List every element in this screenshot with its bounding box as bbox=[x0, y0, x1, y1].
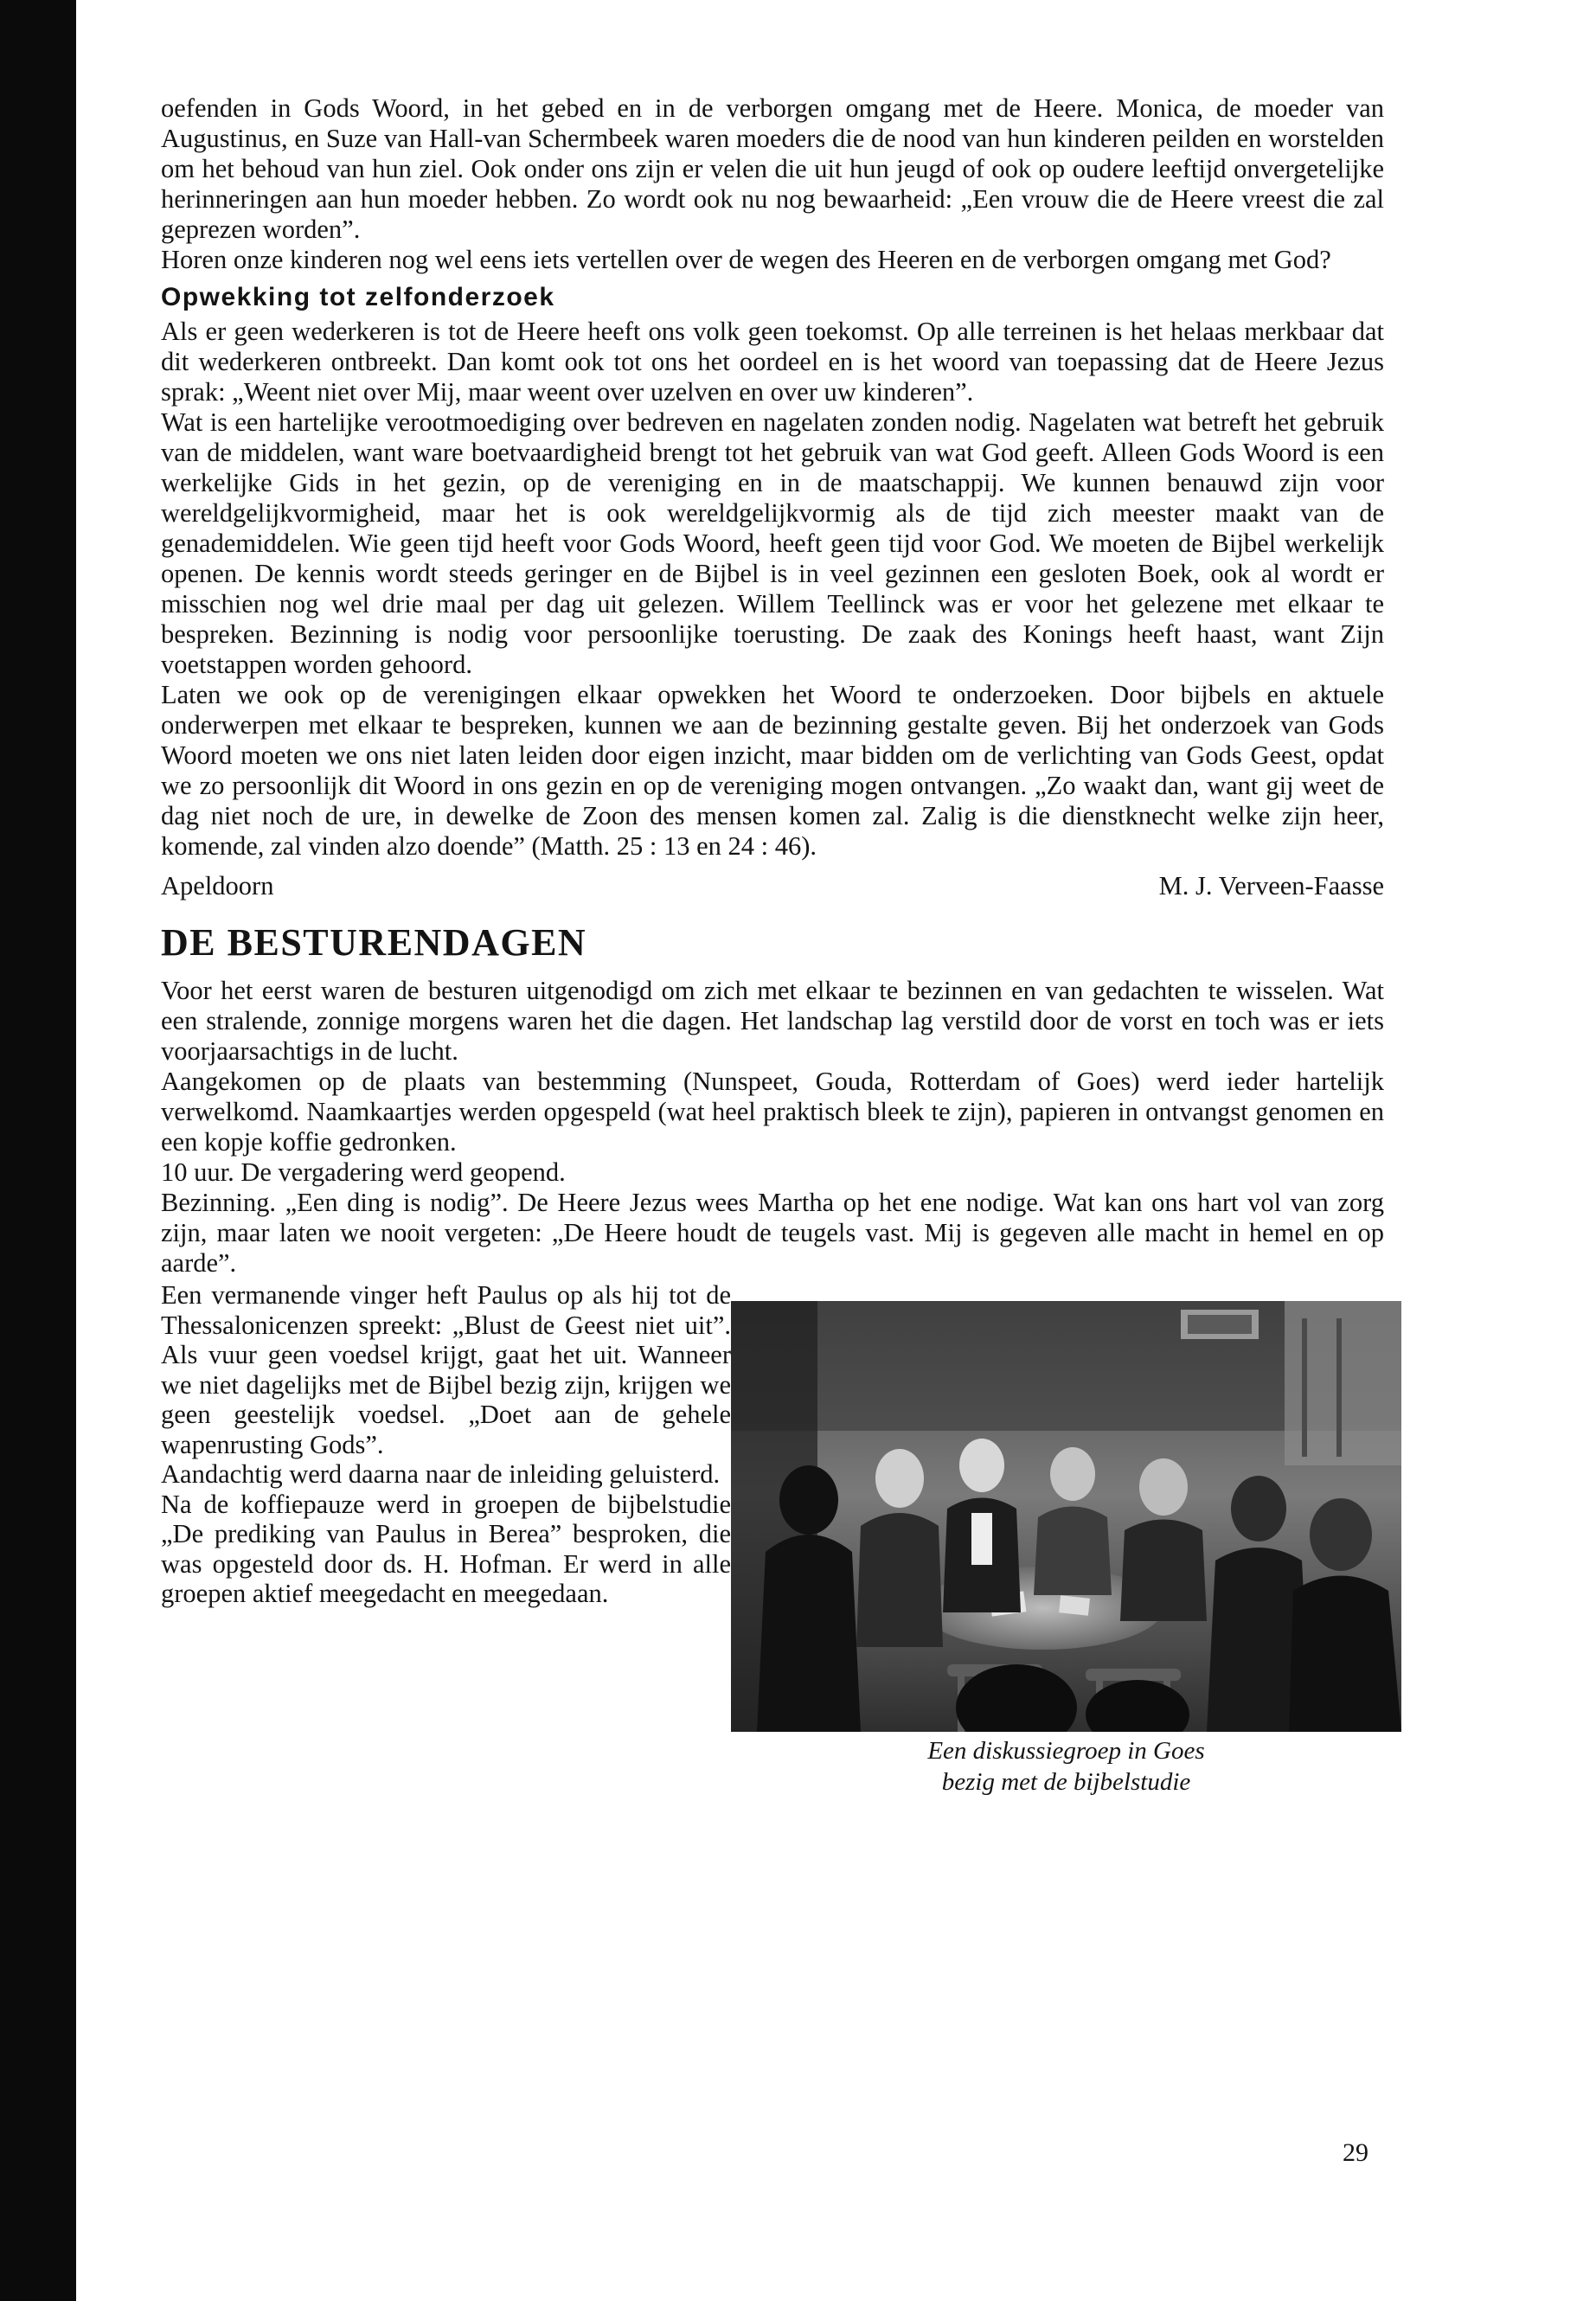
group-discussion-photo bbox=[731, 1301, 1401, 1732]
body-paragraph: Voor het eerst waren de besturen uitgenodigd om zich met elkaar te bezinnen en van gedachten te wisselen. Wat een stralende, zonnige morgens waren het die dagen. Het landschap lag verstild door de vorst en toch was er iets voorjaarsachtigs in de lucht. bbox=[161, 976, 1384, 1066]
body-paragraph: oefenden in Gods Woord, in het gebed en in de verborgen omgang met de Heere. Monica, de moeder van Augustinus, en Suze van Hall-van Schermbeek waren moeders die de nood van hun kinderen peilden en worstelden om het behoud van hun ziel. Ook onder ons zijn er velen die uit hun jeugd of ook op oudere leeftijd onvergetelijke herinneringen aan hun moeder hebben. Zo wordt ook nu nog bewaarheid: „Een vrouw die de Heere vreest die zal geprezen worden”. bbox=[161, 93, 1384, 244]
column-with-photo bbox=[161, 1280, 1384, 1798]
body-paragraph: Als er geen wederkeren is tot de Heere heeft ons volk geen toekomst. Op alle terreinen is het helaas merkbaar dat dit wederkeren ontbreekt. Dan komt ook tot ons het oordeel en is het woord van toepassing dat de Heere Jezus sprak: „Weent niet over Mij, maar weent over uzelven en over uw kinderen”. bbox=[161, 317, 1384, 407]
signature-place: Apeldoorn bbox=[161, 871, 274, 901]
body-paragraph: 10 uur. De vergadering werd geopend. bbox=[161, 1157, 566, 1187]
caption-line: bezig met de bijbelstudie bbox=[941, 1768, 1191, 1796]
photo-caption bbox=[731, 1735, 1401, 1798]
body-paragraph: Een vermanende vinger heft Paulus op als hij tot de Thessalonicenzen spreekt: „Blust de Geest niet uit”. Als vuur geen voedsel krijgt, gaat het uit. Wanneer we niet dagelijks met de Bijbel bezig zijn, krijgen we geen geestelijk voedsel. „Doet aan de gehele wapenrusting Gods”. bbox=[161, 1280, 731, 1459]
binding-edge bbox=[0, 0, 76, 2301]
signature-name: M. J. Verveen-Faasse bbox=[1158, 871, 1384, 901]
caption-line: Een diskussiegroep in Goes bbox=[927, 1737, 1205, 1765]
body-paragraph: Aangekomen op de plaats van bestemming (Nunspeet, Gouda, Rotterdam of Goes) werd ieder hartelijk verwelkomd. Naamkaartjes werden opgespeld (wat heel praktisch bleek te zijn), papieren in ontvangst genomen en een kopje koffie gedronken. bbox=[161, 1067, 1384, 1157]
page-content bbox=[161, 93, 1384, 1798]
body-paragraph: Bezinning. „Een ding is nodig”. De Heere Jezus wees Martha op het ene nodige. Wat kan ons hart vol van zorg zijn, maar laten we nooit vergeten: „De Heere houdt de teugels vast. Mij is gegeven alle macht in hemel en op aarde”. bbox=[161, 1188, 1384, 1278]
page-number: 29 bbox=[1343, 2138, 1368, 2167]
body-paragraph: Wat is een hartelijke verootmoediging over bedreven en nagelaten zonden nodig. Nagelaten wat betreft het gebruik van de middelen, want ware boetvaardigheid brengt tot het gebruik van wat God geeft. Alleen Gods Woord is een werkelijke Gids in het gezin, op de vereniging en in de maatschappij. We kunnen benauwd zijn voor wereldgelijkvormigheid, maar het is ook wereldgelijkvormig als de tijd zich meester maakt van de genademiddelen. Wie geen tijd heeft voor Gods Woord, heeft geen tijd voor God. We moeten de Bijbel werkelijk openen. De kennis wordt steeds geringer en de Bijbel is in veel gezinnen een gesloten Boek, ook al wordt er misschien nog wel drie maal per dag uit gelezen. Willem Teellinck was er voor het gelezene met elkaar te bespreken. Bezinning is nodig voor persoonlijke toerusting. De zaak des Konings heeft haast, want Zijn voetstappen worden gehoord. bbox=[161, 407, 1384, 679]
body-paragraph: Laten we ook op de verenigingen elkaar opwekken het Woord te onderzoeken. Door bijbels en aktuele onderwerpen met elkaar te bespreken, kunnen we aan de bezinning gestalte geven. Bij het onderzoek van Gods Woord moeten we ons niet laten leiden door eigen inzicht, maar bidden om de verlichting van Gods Geest, opdat we zo persoonlijk dit Woord in ons gezin en op de vereniging mogen ontvangen. „Zo waakt dan, want gij weet de dag niet noch de ure, in dewelke de Zoon des mensen komen zal. Zalig is die dienstknecht welke zijn heer, komende, zal vinden alzo doende” (Matth. 25 : 13 en 24 : 46). bbox=[161, 680, 1384, 861]
body-paragraph: Horen onze kinderen nog wel eens iets vertellen over de wegen des Heeren en de verborgen omgang met God? bbox=[161, 245, 1331, 274]
body-paragraph: Na de koffiepauze werd in groepen de bijbelstudie „De prediking van Paulus in Berea” besproken, die was opgesteld door ds. H. Hofman. Er werd in alle groepen aktief meegedacht en meegedaan. bbox=[161, 1489, 731, 1608]
section-title: DE BESTURENDAGEN bbox=[161, 921, 587, 964]
subheading: Opwekking tot zelfonderzoek bbox=[161, 283, 555, 311]
signature-line bbox=[161, 870, 1384, 901]
photo-figure bbox=[731, 1301, 1401, 1798]
left-text-column bbox=[161, 1280, 731, 1609]
body-paragraph: Aandachtig werd daarna naar de inleiding geluisterd. bbox=[161, 1459, 721, 1489]
